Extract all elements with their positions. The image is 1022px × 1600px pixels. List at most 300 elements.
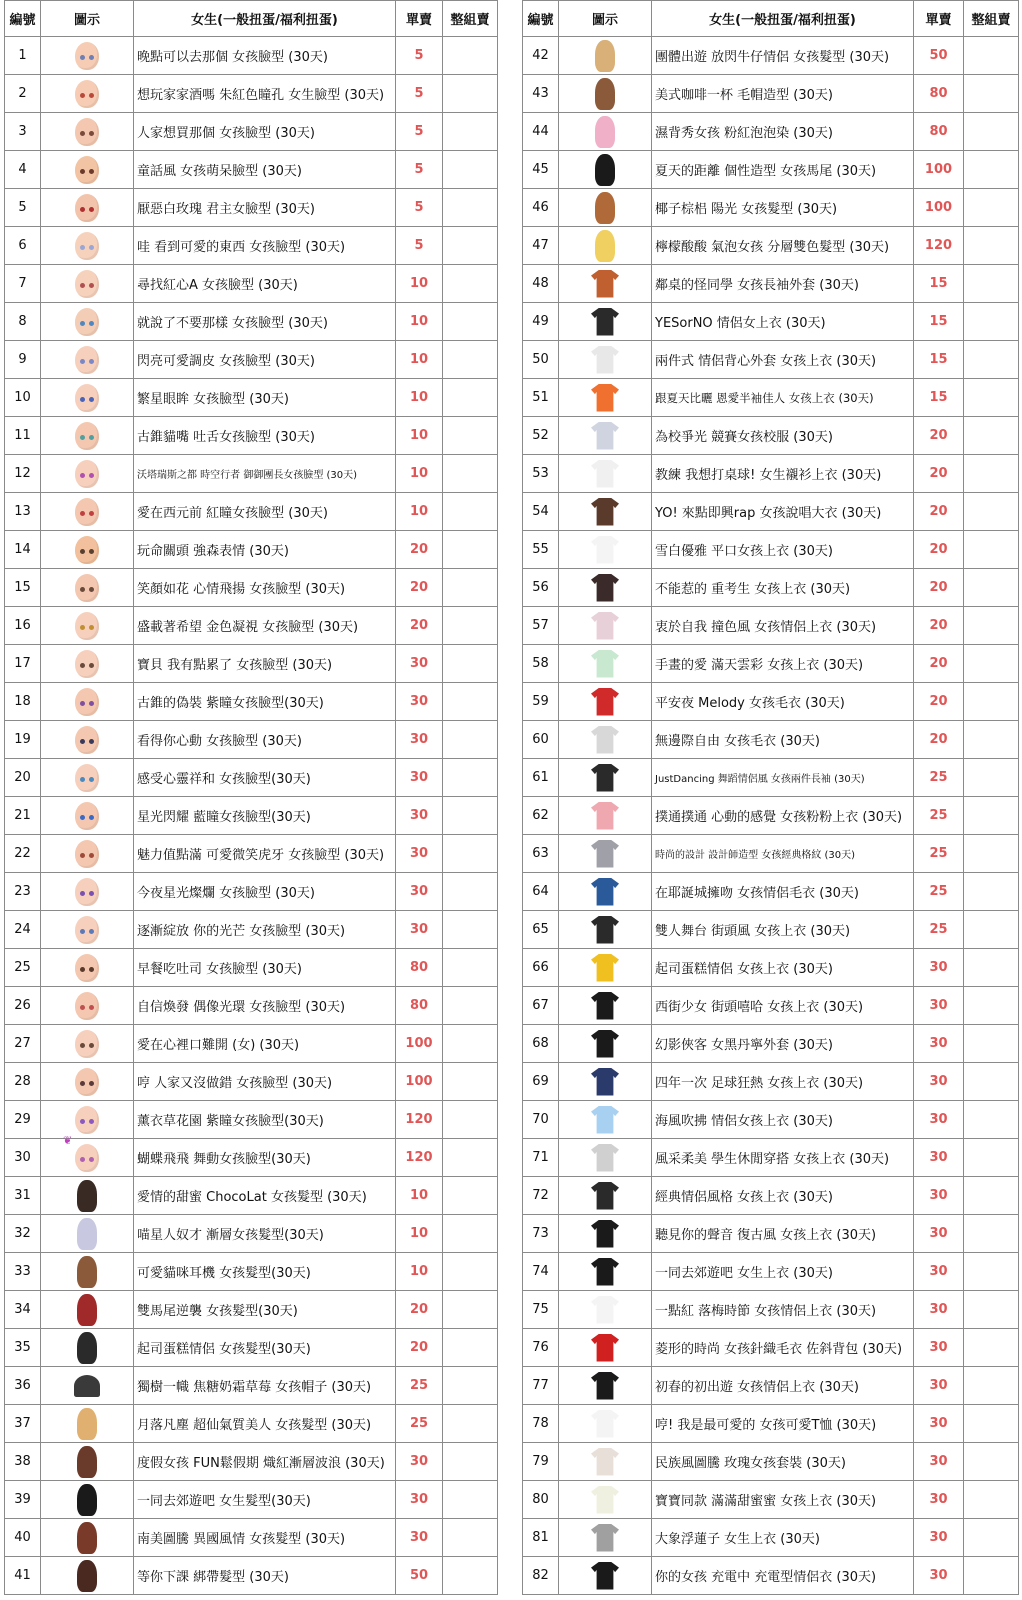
single-price: 20 <box>396 1329 443 1367</box>
item-number: 77 <box>523 1367 559 1405</box>
top-clothing-icon <box>591 1030 619 1058</box>
set-price <box>443 797 498 835</box>
table-row <box>523 1101 1019 1139</box>
item-icon-cell <box>41 1253 134 1291</box>
single-price: 25 <box>914 911 964 949</box>
set-price <box>443 493 498 531</box>
single-price: 10 <box>396 341 443 379</box>
single-price: 15 <box>914 265 964 303</box>
table-row <box>523 1405 1019 1443</box>
item-name: 魅力值點滿 可愛微笑虎牙 女孩臉型 (30天) <box>134 835 396 873</box>
item-number: 76 <box>523 1329 559 1367</box>
set-price <box>443 1139 498 1177</box>
item-icon-cell <box>559 645 652 683</box>
set-price <box>964 37 1019 75</box>
item-name: 逐漸綻放 你的光芒 女孩臉型 (30天) <box>134 911 396 949</box>
set-price <box>443 265 498 303</box>
top-clothing-icon <box>591 1068 619 1096</box>
single-price: 30 <box>914 1481 964 1519</box>
single-price: 120 <box>396 1101 443 1139</box>
face-icon <box>75 688 99 716</box>
item-icon-cell <box>41 1519 134 1557</box>
face-icon <box>75 384 99 412</box>
single-price: 20 <box>914 683 964 721</box>
item-icon-cell <box>41 455 134 493</box>
table-row <box>523 1481 1019 1519</box>
item-name: 感受心靈祥和 女孩臉型(30天) <box>134 759 396 797</box>
item-icon-cell <box>559 341 652 379</box>
item-name: 聽見你的聲音 復古風 女孩上衣 (30天) <box>652 1215 914 1253</box>
item-number: 20 <box>5 759 41 797</box>
item-number: 42 <box>523 37 559 75</box>
item-icon-cell <box>559 379 652 417</box>
table-row <box>5 569 498 607</box>
single-price: 20 <box>914 607 964 645</box>
item-icon-cell <box>41 645 134 683</box>
item-name: 雪白優雅 平口女孩上衣 (30天) <box>652 531 914 569</box>
table-row <box>523 455 1019 493</box>
item-name: 教練 我想打桌球! 女生襯衫上衣 (30天) <box>652 455 914 493</box>
item-name: 哼! 我是最可愛的 女孩可愛T恤 (30天) <box>652 1405 914 1443</box>
face-icon <box>75 498 99 526</box>
table-row <box>5 1557 498 1595</box>
item-name: 鄰桌的怪同學 女孩長袖外套 (30天) <box>652 265 914 303</box>
item-number: 7 <box>5 265 41 303</box>
table-row <box>5 911 498 949</box>
item-number: 31 <box>5 1177 41 1215</box>
item-icon-cell <box>41 987 134 1025</box>
item-number: 45 <box>523 151 559 189</box>
column-gap <box>501 0 517 1600</box>
item-icon-cell <box>41 227 134 265</box>
item-name: JustDancing 舞蹈情侶風 女孩兩件長袖 (30天) <box>652 759 914 797</box>
set-price <box>443 1101 498 1139</box>
item-icon-cell <box>41 949 134 987</box>
item-number: 48 <box>523 265 559 303</box>
set-price <box>964 1291 1019 1329</box>
table-row <box>523 1177 1019 1215</box>
item-name: 童話風 女孩萌呆臉型 (30天) <box>134 151 396 189</box>
set-price <box>443 113 498 151</box>
item-number: 3 <box>5 113 41 151</box>
header-item-name: 女生(一般扭蛋/福利扭蛋) <box>134 1 396 37</box>
single-price: 30 <box>396 835 443 873</box>
single-price: 80 <box>396 987 443 1025</box>
item-icon-cell <box>559 949 652 987</box>
item-name: 繁星眼眸 女孩臉型 (30天) <box>134 379 396 417</box>
item-icon-cell <box>559 227 652 265</box>
face-icon <box>75 1106 99 1134</box>
top-clothing-icon <box>591 460 619 488</box>
single-price: 10 <box>396 1215 443 1253</box>
face-icon <box>75 954 99 982</box>
set-price <box>443 227 498 265</box>
item-name: 愛情的甜蜜 ChocoLat 女孩髮型 (30天) <box>134 1177 396 1215</box>
table-row <box>5 721 498 759</box>
table-row <box>5 987 498 1025</box>
table-row <box>523 1291 1019 1329</box>
single-price: 30 <box>396 645 443 683</box>
top-clothing-icon <box>591 612 619 640</box>
item-name: 星光閃耀 藍瞳女孩臉型(30天) <box>134 797 396 835</box>
set-price <box>964 1253 1019 1291</box>
set-price <box>443 1367 498 1405</box>
set-price <box>443 759 498 797</box>
item-name: 雙人舞台 街頭風 女孩上衣 (30天) <box>652 911 914 949</box>
hairstyle-icon <box>77 1256 97 1288</box>
set-price <box>443 341 498 379</box>
table-row <box>5 493 498 531</box>
item-name: 就說了不要那樣 女孩臉型 (30天) <box>134 303 396 341</box>
hairstyle-icon <box>595 78 615 110</box>
item-name: 一點紅 落梅時節 女孩情侶上衣 (30天) <box>652 1291 914 1329</box>
single-price: 30 <box>914 1443 964 1481</box>
table-row <box>5 75 498 113</box>
face-icon <box>75 270 99 298</box>
item-name: 看得你心動 女孩臉型 (30天) <box>134 721 396 759</box>
item-number: 55 <box>523 531 559 569</box>
item-number: 21 <box>5 797 41 835</box>
top-clothing-icon <box>591 802 619 830</box>
item-icon-cell <box>559 797 652 835</box>
single-price: 15 <box>914 303 964 341</box>
item-icon-cell <box>559 1101 652 1139</box>
item-number: 65 <box>523 911 559 949</box>
set-price <box>964 1101 1019 1139</box>
item-name: 幻影俠客 女黑丹寧外套 (30天) <box>652 1025 914 1063</box>
item-icon-cell <box>41 1133 134 1177</box>
single-price: 20 <box>914 721 964 759</box>
header-number: 編號 <box>5 1 41 37</box>
table-row <box>523 341 1019 379</box>
table-row <box>523 227 1019 265</box>
table-row <box>5 531 498 569</box>
item-icon-cell <box>41 1291 134 1329</box>
table-row <box>5 1177 498 1215</box>
item-icon-cell <box>559 1025 652 1063</box>
set-price <box>443 1215 498 1253</box>
item-name: 經典情侶風格 女孩上衣 (30天) <box>652 1177 914 1215</box>
table-row <box>5 455 498 493</box>
single-price: 5 <box>396 189 443 227</box>
item-number: 80 <box>523 1481 559 1519</box>
item-name: 一同去郊遊吧 女生髮型(30天) <box>134 1481 396 1519</box>
table-row <box>5 1481 498 1519</box>
butterfly-icon: ❦ <box>63 1133 73 1147</box>
hairstyle-icon <box>77 1294 97 1326</box>
item-icon-cell <box>559 1139 652 1177</box>
single-price: 100 <box>396 1025 443 1063</box>
table-row <box>5 417 498 455</box>
top-clothing-icon <box>591 878 619 906</box>
top-clothing-icon <box>591 726 619 754</box>
hairstyle-icon <box>595 230 615 262</box>
set-price <box>443 151 498 189</box>
face-icon <box>75 840 99 868</box>
item-number: 22 <box>5 835 41 873</box>
item-icon-cell <box>559 265 652 303</box>
item-icon-cell <box>41 873 134 911</box>
item-name: 夏天的距離 個性造型 女孩馬尾 (30天) <box>652 151 914 189</box>
top-clothing-icon <box>591 346 619 374</box>
single-price: 30 <box>914 1177 964 1215</box>
item-name: 笑顏如花 心情飛揚 女孩臉型 (30天) <box>134 569 396 607</box>
table-row <box>523 1253 1019 1291</box>
table-row <box>523 873 1019 911</box>
top-clothing-icon <box>591 764 619 792</box>
set-price <box>964 531 1019 569</box>
top-clothing-icon <box>591 270 619 298</box>
single-price: 5 <box>396 227 443 265</box>
item-number: 52 <box>523 417 559 455</box>
item-number: 4 <box>5 151 41 189</box>
set-price <box>443 1405 498 1443</box>
table-row <box>523 75 1019 113</box>
header-item-name: 女生(一般扭蛋/福利扭蛋) <box>652 1 914 37</box>
top-clothing-icon <box>591 840 619 868</box>
table-row <box>5 1215 498 1253</box>
item-name: 西街少女 街頭嘻哈 女孩上衣 (30天) <box>652 987 914 1025</box>
hairstyle-icon <box>77 1180 97 1212</box>
item-name: 厭惡白玫瑰 君主女臉型 (30天) <box>134 189 396 227</box>
top-clothing-icon <box>591 1486 619 1514</box>
set-price <box>443 645 498 683</box>
item-number: 79 <box>523 1443 559 1481</box>
single-price: 30 <box>396 873 443 911</box>
header-set-price: 整組賣 <box>964 1 1019 37</box>
item-icon-cell <box>559 303 652 341</box>
item-number: 51 <box>523 379 559 417</box>
item-name: 古錐貓嘴 吐舌女孩臉型 (30天) <box>134 417 396 455</box>
hat-icon <box>74 1375 100 1397</box>
set-price <box>443 379 498 417</box>
set-price <box>443 417 498 455</box>
item-number: 66 <box>523 949 559 987</box>
set-price <box>964 1405 1019 1443</box>
item-name: 玩命關頭 強森表情 (30天) <box>134 531 396 569</box>
item-number: 71 <box>523 1139 559 1177</box>
item-icon-cell <box>559 873 652 911</box>
top-clothing-icon <box>591 1562 619 1590</box>
item-number: 69 <box>523 1063 559 1101</box>
item-icon-cell <box>41 493 134 531</box>
set-price <box>443 303 498 341</box>
single-price: 100 <box>396 1063 443 1101</box>
item-icon-cell <box>41 569 134 607</box>
set-price <box>964 493 1019 531</box>
single-price: 10 <box>396 1253 443 1291</box>
set-price <box>964 341 1019 379</box>
single-price: 15 <box>914 379 964 417</box>
set-price <box>964 835 1019 873</box>
item-number: 50 <box>523 341 559 379</box>
item-name: 在耶誕城擁吻 女孩情侶毛衣 (30天) <box>652 873 914 911</box>
table-row <box>5 683 498 721</box>
item-number: 44 <box>523 113 559 151</box>
item-icon-cell <box>41 379 134 417</box>
item-icon-cell <box>559 1405 652 1443</box>
item-icon-cell <box>41 37 134 75</box>
single-price: 5 <box>396 37 443 75</box>
header-number: 編號 <box>523 1 559 37</box>
set-price <box>443 1177 498 1215</box>
single-price: 5 <box>396 75 443 113</box>
hairstyle-icon <box>77 1560 97 1592</box>
item-name: 時尚的設計 設計師造型 女孩經典格紋 (30天) <box>652 835 914 873</box>
item-icon-cell <box>559 1481 652 1519</box>
item-number: 36 <box>5 1367 41 1405</box>
header-single-price: 單賣 <box>396 1 443 37</box>
item-name: 檸檬酸酸 氣泡女孩 分層雙色髮型 (30天) <box>652 227 914 265</box>
item-icon-cell <box>559 1177 652 1215</box>
top-clothing-icon <box>591 688 619 716</box>
table-row <box>523 1139 1019 1177</box>
item-number: 24 <box>5 911 41 949</box>
header-set-price: 整組賣 <box>443 1 498 37</box>
table-row <box>5 113 498 151</box>
item-name: 月落凡塵 超仙氣質美人 女孩髮型 (30天) <box>134 1405 396 1443</box>
item-name: YO! 來點即興rap 女孩說唱大衣 (30天) <box>652 493 914 531</box>
item-number: 43 <box>523 75 559 113</box>
top-clothing-icon <box>591 1448 619 1476</box>
face-icon <box>75 346 99 374</box>
single-price: 25 <box>914 835 964 873</box>
item-name: 人家想買那個 女孩臉型 (30天) <box>134 113 396 151</box>
face-icon <box>75 80 99 108</box>
item-number: 14 <box>5 531 41 569</box>
table-row <box>5 1443 498 1481</box>
set-price <box>964 1481 1019 1519</box>
set-price <box>964 1177 1019 1215</box>
table-row <box>5 265 498 303</box>
item-name: 為校爭光 競賽女孩校服 (30天) <box>652 417 914 455</box>
item-number: 72 <box>523 1177 559 1215</box>
item-number: 13 <box>5 493 41 531</box>
item-number: 68 <box>523 1025 559 1063</box>
set-price <box>964 721 1019 759</box>
top-clothing-icon <box>591 650 619 678</box>
item-number: 53 <box>523 455 559 493</box>
face-icon <box>75 156 99 184</box>
item-number: 63 <box>523 835 559 873</box>
face-icon <box>75 308 99 336</box>
table-row <box>5 759 498 797</box>
item-icon-cell <box>41 911 134 949</box>
item-name: 想玩家家酒嗎 朱紅色瞳孔 女生臉型 (30天) <box>134 75 396 113</box>
single-price: 10 <box>396 493 443 531</box>
single-price: 20 <box>914 645 964 683</box>
single-price: 20 <box>914 455 964 493</box>
face-icon <box>75 422 99 450</box>
top-clothing-icon <box>591 1106 619 1134</box>
item-icon-cell <box>559 1557 652 1595</box>
set-price <box>964 113 1019 151</box>
item-name: 早餐吃吐司 女孩臉型 (30天) <box>134 949 396 987</box>
table-row <box>523 607 1019 645</box>
item-number: 33 <box>5 1253 41 1291</box>
table-row <box>523 151 1019 189</box>
single-price: 30 <box>914 1101 964 1139</box>
table-row <box>5 341 498 379</box>
table-row <box>523 1215 1019 1253</box>
table-row <box>523 721 1019 759</box>
top-clothing-icon <box>591 1372 619 1400</box>
item-number: 34 <box>5 1291 41 1329</box>
set-price <box>443 949 498 987</box>
table-row <box>523 493 1019 531</box>
item-number: 67 <box>523 987 559 1025</box>
item-number: 37 <box>5 1405 41 1443</box>
item-number: 82 <box>523 1557 559 1595</box>
single-price: 25 <box>396 1405 443 1443</box>
single-price: 25 <box>914 797 964 835</box>
set-price <box>964 607 1019 645</box>
set-price <box>964 1215 1019 1253</box>
item-number: 47 <box>523 227 559 265</box>
table-row <box>523 379 1019 417</box>
item-icon-cell <box>559 569 652 607</box>
item-number: 81 <box>523 1519 559 1557</box>
item-number: 41 <box>5 1557 41 1595</box>
top-clothing-icon <box>591 1524 619 1552</box>
item-number: 9 <box>5 341 41 379</box>
table-row <box>5 1063 498 1101</box>
item-icon-cell <box>41 417 134 455</box>
item-number: 58 <box>523 645 559 683</box>
item-icon-cell <box>559 1215 652 1253</box>
set-price <box>964 189 1019 227</box>
set-price <box>443 1025 498 1063</box>
item-number: 40 <box>5 1519 41 1557</box>
set-price <box>443 1519 498 1557</box>
set-price <box>443 1291 498 1329</box>
item-number: 15 <box>5 569 41 607</box>
set-price <box>964 151 1019 189</box>
set-price <box>443 1329 498 1367</box>
item-number: 61 <box>523 759 559 797</box>
face-icon <box>75 536 99 564</box>
table-row <box>5 189 498 227</box>
set-price <box>443 75 498 113</box>
set-price <box>964 873 1019 911</box>
item-number: 19 <box>5 721 41 759</box>
item-name: 喵星人奴才 漸層女孩髮型(30天) <box>134 1215 396 1253</box>
top-clothing-icon <box>591 954 619 982</box>
table-row <box>5 1405 498 1443</box>
single-price: 20 <box>396 607 443 645</box>
single-price: 10 <box>396 417 443 455</box>
item-icon-cell <box>559 835 652 873</box>
table-row <box>523 531 1019 569</box>
item-name: 美式咖啡一杯 毛帽造型 (30天) <box>652 75 914 113</box>
item-name: 大象浮蓮子 女生上衣 (30天) <box>652 1519 914 1557</box>
item-number: 73 <box>523 1215 559 1253</box>
single-price: 30 <box>914 1557 964 1595</box>
set-price <box>443 531 498 569</box>
single-price: 30 <box>914 1291 964 1329</box>
set-price <box>443 721 498 759</box>
hairstyle-icon <box>595 154 615 186</box>
table-row <box>523 1557 1019 1595</box>
item-name: 古錐的偽裝 紫瞳女孩臉型(30天) <box>134 683 396 721</box>
header-single-price: 單賣 <box>914 1 964 37</box>
single-price: 10 <box>396 265 443 303</box>
set-price <box>964 759 1019 797</box>
item-icon-cell <box>559 531 652 569</box>
table-row <box>5 835 498 873</box>
table-row <box>523 911 1019 949</box>
single-price: 10 <box>396 303 443 341</box>
